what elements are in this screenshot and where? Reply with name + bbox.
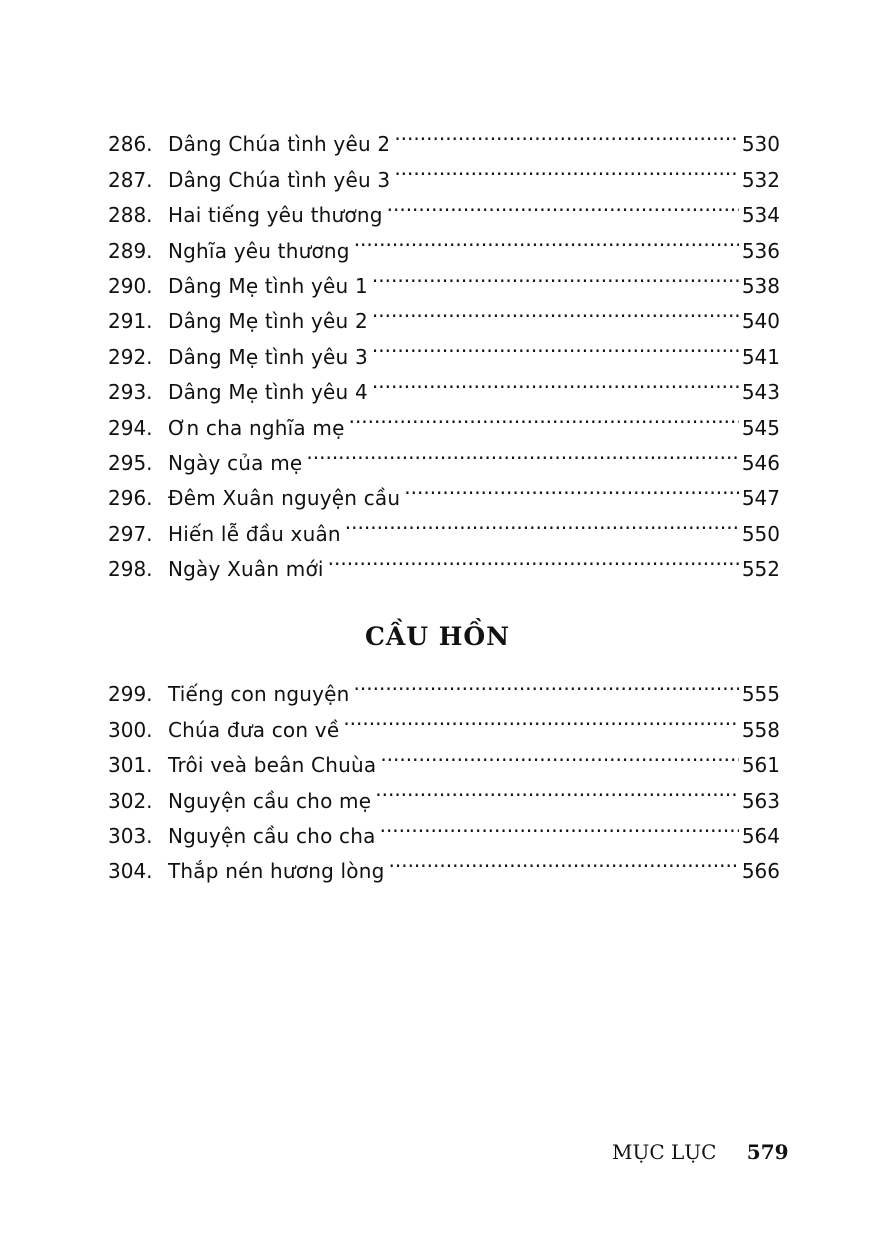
entry-number: 297. (108, 521, 153, 546)
entry-title: Nguyện cầu cho mẹ (168, 788, 372, 813)
entry-page: 563 (741, 788, 780, 813)
entry-title: Hiến lễ đầu xuân (168, 521, 341, 546)
entry-number: 286. (108, 132, 153, 157)
entry-number: 289. (108, 238, 153, 263)
entry-title: Dâng Chúa tình yêu 3 (168, 167, 391, 192)
page-number: 579 (746, 1140, 789, 1164)
entry-title: Ngày của mẹ (168, 450, 303, 475)
entry-title: Chúa đưa con về (168, 717, 340, 742)
entry-number: 298. (108, 557, 153, 582)
entry-page: 547 (741, 486, 780, 511)
dot-leader (354, 222, 739, 257)
entry-page: 552 (741, 557, 780, 582)
toc-entry (108, 116, 780, 157)
running-header-label: MỤC LỤC (612, 1140, 717, 1164)
entry-page: 566 (741, 859, 780, 884)
dot-leader (394, 151, 738, 186)
entry-title: Nghĩa yêu thương (168, 238, 350, 263)
dot-leader (349, 399, 739, 434)
entry-page: 536 (741, 238, 780, 263)
dot-leader (354, 666, 739, 701)
entry-title: Tiếng con nguyện (168, 682, 350, 707)
entry-title: Ơn cha nghĩa mẹ (168, 415, 345, 440)
dot-leader (343, 701, 738, 736)
page-footer (612, 1140, 789, 1164)
dot-leader (372, 364, 739, 399)
entry-number: 302. (108, 788, 153, 813)
dot-leader (387, 187, 739, 222)
entry-number: 293. (108, 380, 153, 405)
entry-title: Dâng Mẹ tình yêu 3 (168, 344, 368, 369)
entry-number: 292. (108, 344, 153, 369)
entry-number: 294. (108, 415, 153, 440)
entry-title: Thắp nén hương lòng (168, 859, 385, 884)
entry-number: 303. (108, 823, 153, 848)
entry-title: Nguyện cầu cho cha (168, 823, 376, 848)
entry-number: 300. (108, 717, 153, 742)
entry-title: Hai tiếng yêu thương (168, 203, 383, 228)
entry-title: Dâng Mẹ tình yêu 4 (168, 380, 368, 405)
dot-leader (394, 116, 738, 151)
entry-title: Dâng Mẹ tình yêu 1 (168, 273, 368, 298)
dot-leader (372, 328, 739, 363)
entry-number: 288. (108, 203, 153, 228)
dot-leader (404, 470, 739, 505)
entry-number: 287. (108, 167, 153, 192)
dot-leader (380, 737, 739, 772)
toc-list-section-2 (108, 666, 780, 884)
dot-leader (372, 258, 739, 293)
entry-number: 299. (108, 682, 153, 707)
entry-number: 295. (108, 450, 153, 475)
entry-page: 555 (741, 682, 780, 707)
entry-page: 550 (741, 521, 780, 546)
entry-number: 291. (108, 309, 153, 334)
entry-page: 543 (741, 380, 780, 405)
entry-page: 546 (741, 450, 780, 475)
entry-title: Đêm Xuân nguyện cầu (168, 486, 401, 511)
entry-page: 541 (741, 344, 780, 369)
entry-title: Ngày Xuân mới (168, 557, 324, 582)
entry-page: 534 (741, 203, 780, 228)
dot-leader (372, 293, 739, 328)
entry-page: 540 (741, 309, 780, 334)
entry-number: 290. (108, 273, 153, 298)
entry-title: Dâng Chúa tình yêu 2 (168, 132, 391, 157)
dot-leader (375, 772, 739, 807)
entry-title: Trôi veà beân Chuùa (168, 753, 377, 778)
entry-page: 545 (741, 415, 780, 440)
entry-page: 530 (741, 132, 780, 157)
toc-list-section-1 (108, 116, 780, 582)
entry-number: 301. (108, 753, 153, 778)
entry-page: 532 (741, 167, 780, 192)
dot-leader (389, 843, 739, 878)
dot-leader (380, 808, 739, 843)
entry-page: 564 (741, 823, 780, 848)
dot-leader (345, 505, 739, 540)
entry-number: 304. (108, 859, 153, 884)
entry-page: 561 (741, 753, 780, 778)
entry-number: 296. (108, 486, 153, 511)
dot-leader (328, 541, 739, 576)
dot-leader (306, 435, 738, 470)
entry-page: 558 (741, 717, 780, 742)
entry-title: Dâng Mẹ tình yêu 2 (168, 309, 368, 334)
toc-entry (108, 666, 780, 707)
section-heading: CẦU HỒN (364, 622, 511, 651)
entry-page: 538 (741, 273, 780, 298)
